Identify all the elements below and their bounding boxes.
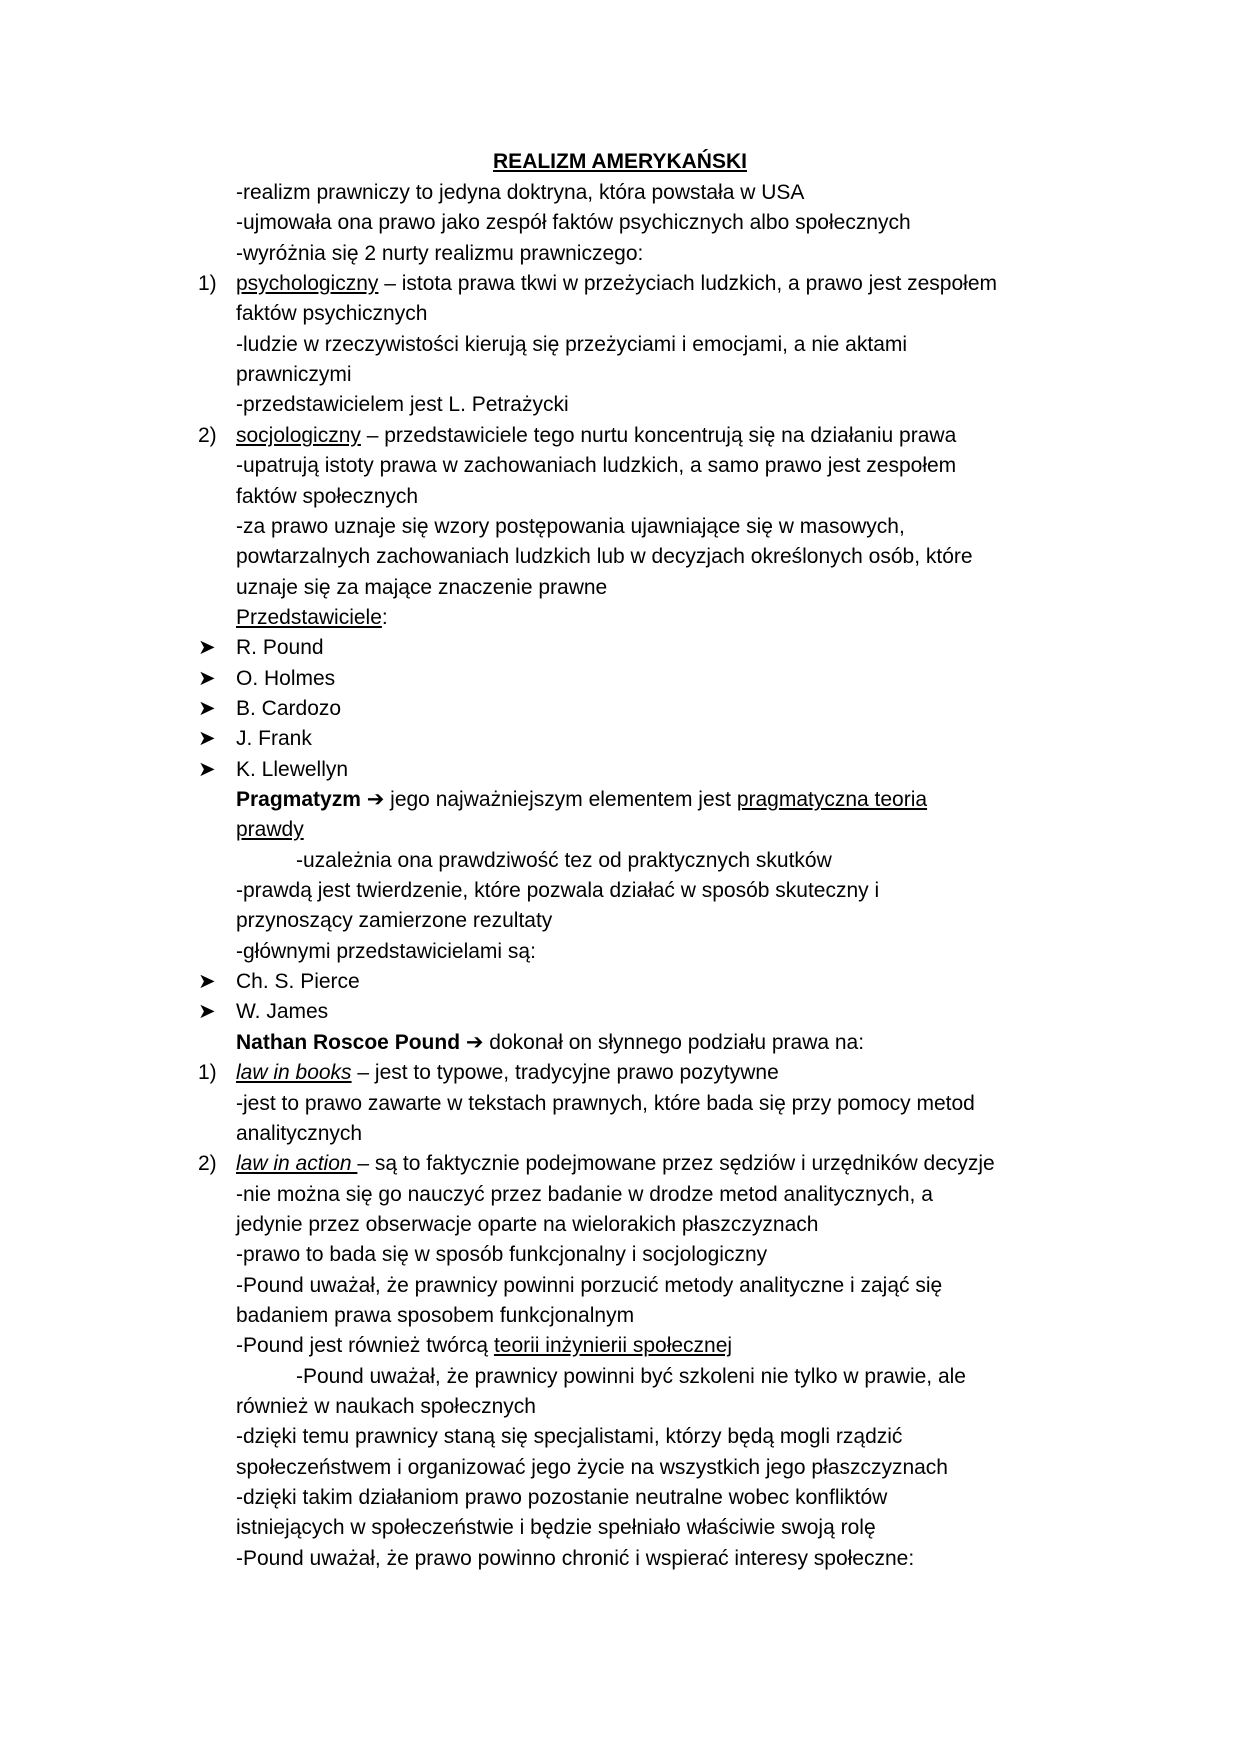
line-text: – przedstawiciele tego nurtu koncentrują się na działaniu prawa — [360, 424, 957, 447]
text-line — [236, 451, 956, 481]
text-line — [236, 1392, 536, 1422]
line-text: -jest to prawo zawarte w tekstach prawnych, które bada się przy pomocy metod — [236, 1092, 975, 1115]
line-text: również w naukach społecznych — [236, 1395, 536, 1418]
line-text: -upatrują istoty prawa w zachowaniach ludzkich, a samo prawo jest zespołem — [236, 454, 957, 477]
line-text: -Pound uważał, że prawo powinno chronić i wspierać interesy społeczne: — [236, 1547, 915, 1570]
underlined-term: psychologiczny — [236, 272, 379, 295]
text-line — [236, 1210, 818, 1240]
text-line — [236, 603, 388, 633]
line-text: istniejących w społeczeństwie i będzie spełniało właściwie swoją rolę — [236, 1516, 876, 1539]
text-line — [236, 633, 324, 663]
line-text: R. Pound — [236, 636, 324, 659]
line-text: : — [381, 606, 388, 629]
bullet-arrow-icon: ➤ — [198, 758, 216, 781]
line-text: -Pound uważał, że prawnicy powinni być szkoleni nie tylko w prawie, ale — [296, 1365, 966, 1388]
arrow-icon: ➔ — [360, 788, 391, 811]
text-line — [236, 906, 552, 936]
text-line — [236, 1483, 887, 1513]
text-line — [236, 330, 907, 360]
line-text: -dzięki takim działaniom prawo pozostanie neutralne wobec konfliktów — [236, 1486, 888, 1509]
line-text: Ch. S. Pierce — [236, 970, 360, 993]
bullet-arrow-icon: ➤ — [198, 697, 216, 720]
text-line — [236, 1089, 975, 1119]
line-text: -ludzie w rzeczywistości kierują się przeżyciami i emocjami, a nie aktami — [236, 333, 908, 356]
text-line — [236, 997, 328, 1027]
line-text: W. James — [236, 1000, 329, 1023]
text-line — [236, 694, 341, 724]
line-text: -realizm prawniczy to jedyna doktryna, która powstała w USA — [236, 181, 805, 204]
text-line — [236, 1453, 948, 1483]
bullet-arrow-icon: ➤ — [198, 636, 216, 659]
text-line — [236, 1301, 634, 1331]
line-text: – są to faktycznie podejmowane przez sędziów i urzędników decyzje — [357, 1152, 995, 1175]
text-line — [236, 360, 352, 390]
text-line — [236, 421, 956, 451]
text-line — [236, 1149, 995, 1179]
text-line — [236, 1544, 914, 1574]
text-line — [236, 482, 418, 512]
text-line — [296, 846, 832, 876]
bold-term: Pragmatyzm — [236, 788, 361, 811]
line-text: -ujmowała ona prawo jako zespół faktów psychicznych albo społecznych — [236, 211, 911, 234]
text-line — [236, 1119, 362, 1149]
line-text: -dzięki temu prawnicy staną się specjalistami, którzy będą mogli rządzić — [236, 1425, 903, 1448]
line-text: faktów psychicznych — [236, 302, 428, 325]
text-line — [236, 876, 879, 906]
document-title: REALIZM AMERYKAŃSKI — [493, 150, 747, 173]
text-line — [236, 724, 312, 754]
text-line — [236, 1271, 942, 1301]
underlined-term: pragmatyczna teoria — [736, 788, 928, 811]
text-line — [236, 1240, 767, 1270]
line-text: -prawdą jest twierdzenie, które pozwala działać w sposób skuteczny i — [236, 879, 880, 902]
bullet-arrow-icon: ➤ — [198, 970, 216, 993]
text-line — [236, 1058, 779, 1088]
text-line — [236, 390, 569, 420]
line-text: jego najważniejszym elementem jest — [390, 788, 737, 811]
line-text: -za prawo uznaje się wzory postępowania ujawniające się w masowych, — [236, 515, 905, 538]
text-line — [236, 1513, 876, 1543]
bullet-arrow-icon: ➤ — [198, 667, 216, 690]
text-line — [236, 299, 427, 329]
bold-term: Nathan Roscoe Pound — [236, 1031, 461, 1054]
text-line — [236, 1180, 933, 1210]
text-line — [236, 815, 304, 845]
line-text: J. Frank — [236, 727, 312, 750]
underlined-term: teorii inżynierii społecznej — [493, 1334, 733, 1357]
line-text: prawniczymi — [236, 363, 352, 386]
list-number: 1) — [198, 272, 217, 295]
bullet-arrow-icon: ➤ — [198, 727, 216, 750]
arrow-icon: ➔ — [460, 1031, 490, 1054]
line-text: uznaje się za mające znaczenie prawne — [236, 576, 608, 599]
list-number: 2) — [198, 1152, 217, 1175]
line-text: badaniem prawa sposobem funkcjonalnym — [236, 1304, 635, 1327]
line-text: społeczeństwem i organizować jego życie na wszystkich jego płaszczyznach — [236, 1456, 948, 1479]
text-line — [236, 239, 643, 269]
italic-underlined-term: law in action — [236, 1152, 358, 1175]
line-text: jedynie przez obserwacje oparte na wielorakich płaszczyznach — [236, 1213, 819, 1236]
line-text: dokonał on słynnego podziału prawa na: — [489, 1031, 865, 1054]
text-line — [236, 1028, 864, 1058]
text-line — [236, 1422, 902, 1452]
line-text: -uzależnia ona prawdziwość tez od praktycznych skutków — [296, 849, 832, 872]
text-line — [296, 1362, 966, 1392]
text-line — [236, 208, 911, 238]
line-text: – istota prawa tkwi w przeżyciach ludzkich, a prawo jest zespołem — [378, 272, 997, 295]
line-text: K. Llewellyn — [236, 758, 349, 781]
line-text: faktów społecznych — [236, 485, 419, 508]
text-line — [236, 573, 607, 603]
line-text: -głównymi przedstawicielami są: — [236, 940, 536, 963]
line-text: -wyróżnia się 2 nurty realizmu prawniczego: — [236, 242, 644, 265]
line-text: – jest to typowe, tradycyjne prawo pozytywne — [351, 1061, 779, 1084]
text-line — [236, 937, 536, 967]
line-text: -przedstawicielem jest L. Petrażycki — [236, 393, 569, 416]
italic-underlined-term: law in books — [236, 1061, 352, 1084]
line-text: -Pound jest również twórcą — [236, 1334, 494, 1357]
text-line — [236, 1331, 732, 1361]
line-text: -Pound uważał, że prawnicy powinni porzucić metody analityczne i zająć się — [236, 1274, 943, 1297]
text-line — [236, 785, 927, 815]
underlined-term: socjologiczny — [236, 424, 361, 447]
text-line — [236, 512, 905, 542]
list-number: 1) — [198, 1061, 217, 1084]
list-number: 2) — [198, 424, 217, 447]
line-text: analitycznych — [236, 1122, 363, 1145]
text-line — [236, 664, 335, 694]
line-text: przynoszący zamierzone rezultaty — [236, 909, 553, 932]
line-text: B. Cardozo — [236, 697, 342, 720]
underlined-term: prawdy — [236, 818, 304, 841]
line-text: -prawo to bada się w sposób funkcjonalny i socjologiczny — [236, 1243, 768, 1266]
line-text: powtarzalnych zachowaniach ludzkich lub w decyzjach określonych osób, które — [236, 545, 973, 568]
underlined-term: Przedstawiciele — [236, 606, 382, 629]
text-line — [236, 178, 804, 208]
text-line — [236, 755, 348, 785]
text-line — [236, 269, 997, 299]
line-text: O. Holmes — [236, 667, 336, 690]
line-text: -nie można się go nauczyć przez badanie w drodze metod analitycznych, a — [236, 1183, 933, 1206]
text-line — [236, 967, 360, 997]
text-line — [236, 542, 973, 572]
bullet-arrow-icon: ➤ — [198, 1000, 216, 1023]
